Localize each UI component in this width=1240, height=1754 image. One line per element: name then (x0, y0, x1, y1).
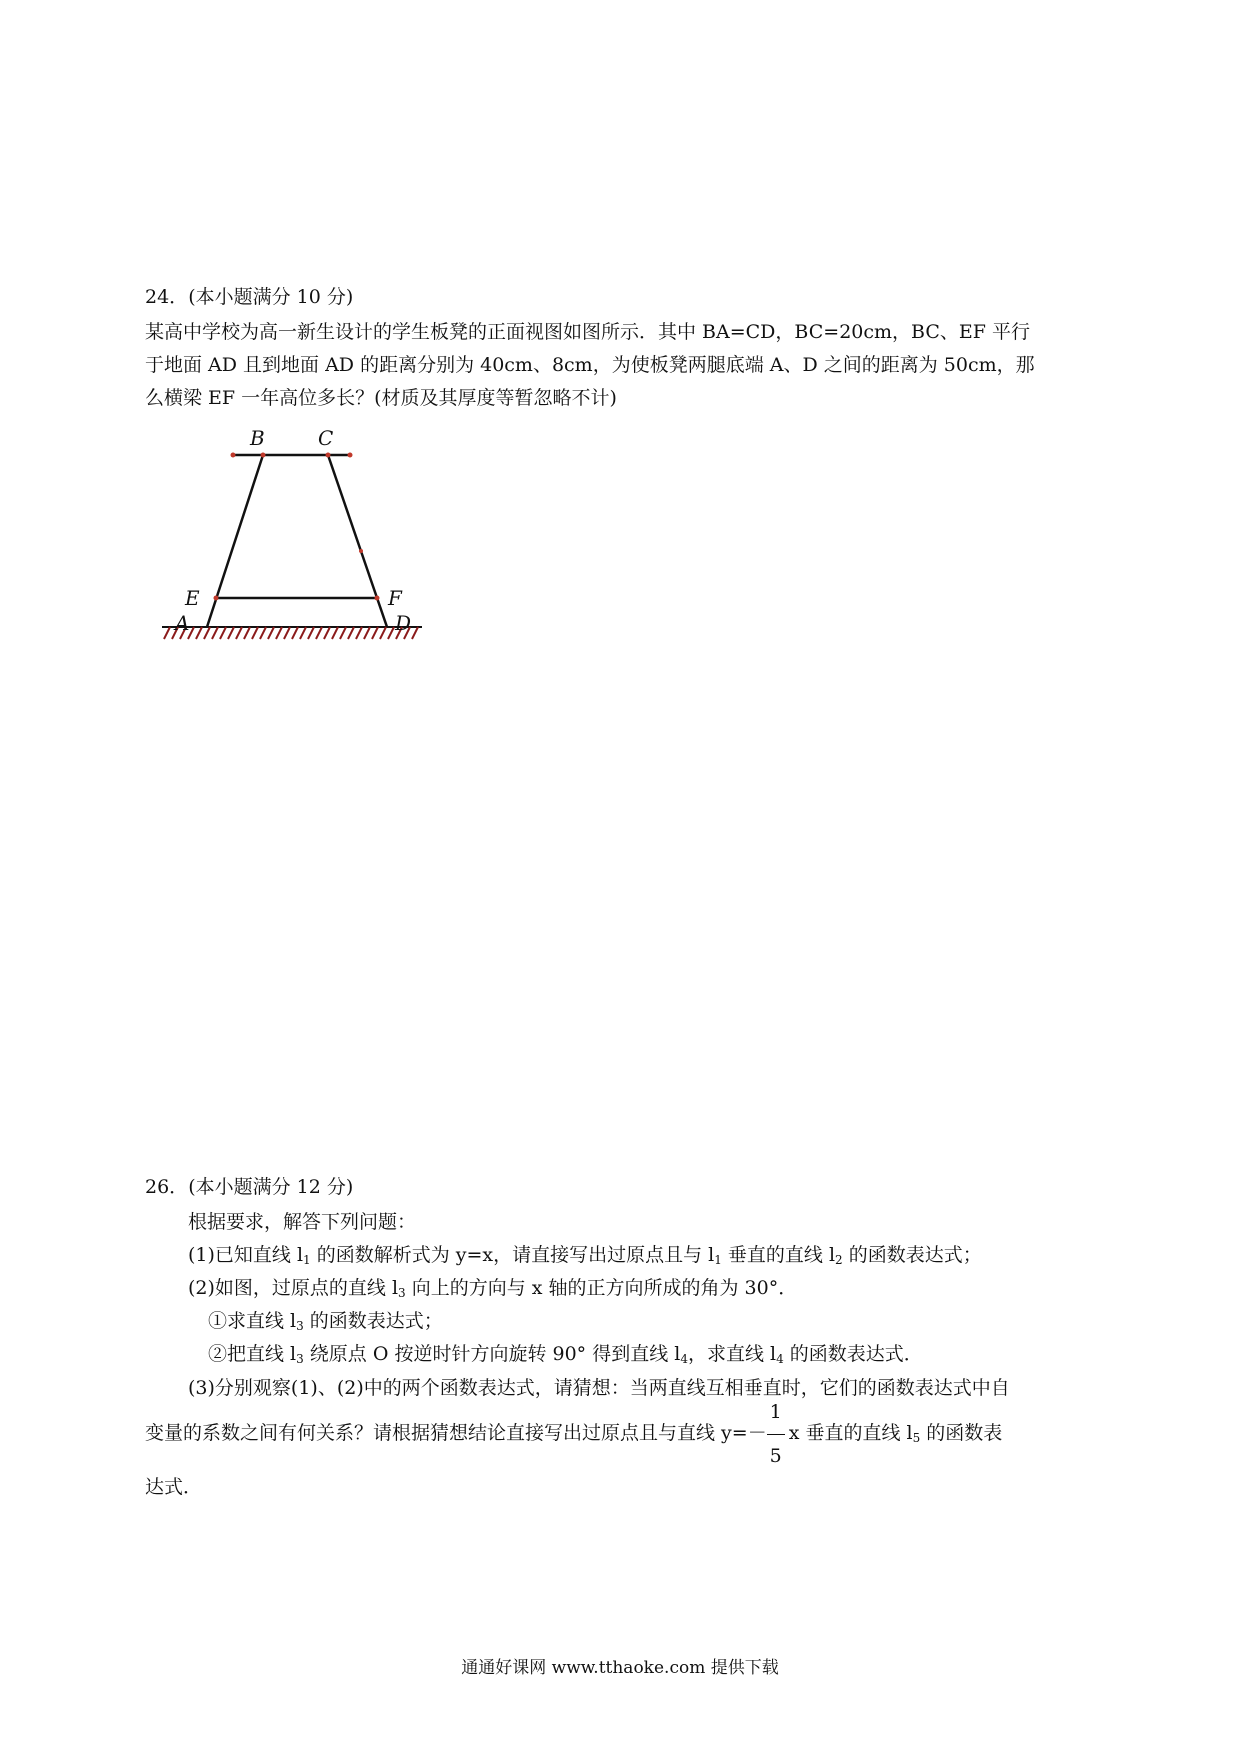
fraction-numerator: 1 (769, 1401, 782, 1423)
q26-part-3-line-1: (3)分别观察(1)、(2)中的两个函数表达式，请猜想：当两直线互相垂直时，它们的函数表达式中自 (188, 1377, 1010, 1399)
page-footer: 通通好课网 www.tthaoke.com 提供下载 (461, 1658, 779, 1678)
ground-hatch-mark (212, 627, 218, 639)
q26-p3-sub: 5 (912, 1431, 921, 1445)
label-f: F (388, 586, 402, 610)
q26-score: (本小题满分 12 分) (188, 1176, 354, 1198)
q26-p1-sub-2: 1 (714, 1253, 722, 1267)
q26-part-2 (188, 1276, 797, 1300)
label-c: C (318, 426, 334, 450)
q26-p2i-text-b: 的函数表达式； (303, 1310, 443, 1332)
ground-hatch-mark (308, 627, 314, 639)
point-e (214, 596, 219, 601)
ground-hatch-mark (388, 627, 394, 639)
q26-part-2-i (208, 1309, 443, 1333)
label-b: B (250, 426, 265, 450)
q26-p3-text-a: 变量的系数之间有何关系？请根据猜想结论直接写出过原点且与直线 y=－ (145, 1422, 767, 1444)
point-seat-left-end (231, 453, 236, 458)
q26-p2-text-a: (2)如图，过原点的直线 l (188, 1277, 399, 1299)
point-seat-right-end (348, 453, 353, 458)
q24-number: 24． (145, 286, 189, 308)
q26-part-3-line-3: 达式． (145, 1476, 203, 1498)
q26-heading (145, 1175, 353, 1199)
q26-p2-text-b: 向上的方向与 x 轴的正方向所成的角为 30°． (405, 1277, 798, 1299)
ground-hatch-mark (300, 627, 306, 639)
q26-p2ii-sub-2: 4 (680, 1352, 688, 1366)
q26-p1-text-d: 的函数表达式； (842, 1244, 982, 1266)
q26-p2ii-text-d: 的函数表达式． (783, 1343, 923, 1365)
q26-p2ii-sub-3: 4 (776, 1352, 784, 1366)
q26-part-2-ii (208, 1342, 923, 1366)
ground-hatch-mark (220, 627, 226, 639)
label-a: A (175, 611, 190, 635)
ground-hatch-mark (412, 627, 418, 639)
ground-hatch-mark (284, 627, 290, 639)
ground-hatch-mark (228, 627, 234, 639)
q26-p1-text-a: (1)已知直线 l (188, 1244, 304, 1266)
right-leg-line (328, 455, 387, 627)
fraction-one-fifth (767, 1401, 789, 1467)
q24-score: (本小题满分 10 分) (188, 286, 354, 308)
ground-hatch-mark (164, 627, 170, 639)
q26-number: 26． (145, 1176, 189, 1198)
ground-hatch-mark (316, 627, 322, 639)
point-c (326, 453, 331, 458)
fraction-bar (767, 1434, 785, 1435)
point-right-leg-mid (359, 549, 363, 553)
q24-text-line-1: 某高中学校为高一新生设计的学生板凳的正面视图如图所示．其中 BA=CD，BC=20cm，BC、EF 平行 (145, 321, 1030, 343)
ground-hatch-mark (276, 627, 282, 639)
q26-p3-text-c: 的函数表 (920, 1422, 1003, 1444)
ground-hatching (164, 627, 418, 639)
q26-part-1 (188, 1243, 982, 1267)
ground-hatch-mark (348, 627, 354, 639)
q26-p3-text-b: x 垂直的直线 l (788, 1422, 913, 1444)
left-leg-line (207, 455, 263, 627)
ground-hatch-mark (236, 627, 242, 639)
q24-text-line-3: 么横梁 EF 一年高位多长？(材质及其厚度等暂忽略不计) (145, 387, 617, 409)
q26-intro: 根据要求，解答下列问题： (188, 1211, 417, 1233)
ground-hatch-mark (268, 627, 274, 639)
q26-p2ii-text-a: ②把直线 l (208, 1343, 297, 1365)
q26-p2i-sub-1: 3 (296, 1319, 304, 1333)
ground-hatch-mark (356, 627, 362, 639)
ground-hatch-mark (260, 627, 266, 639)
ground-hatch-mark (196, 627, 202, 639)
point-f (375, 596, 380, 601)
ground-hatch-mark (380, 627, 386, 639)
ground-hatch-mark (372, 627, 378, 639)
point-b (261, 453, 266, 458)
ground-hatch-mark (364, 627, 370, 639)
q24-heading (145, 285, 353, 309)
q26-p2ii-text-b: 绕原点 O 按逆时针方向旋转 90° 得到直线 l (303, 1343, 681, 1365)
ground-hatch-mark (292, 627, 298, 639)
q26-p2ii-sub-1: 3 (296, 1352, 304, 1366)
ground-hatch-mark (252, 627, 258, 639)
ground-hatch-mark (340, 627, 346, 639)
q26-p1-text-c: 垂直的直线 l (721, 1244, 836, 1266)
ground-hatch-mark (204, 627, 210, 639)
q26-p1-sub-1: 1 (303, 1253, 311, 1267)
q26-p2i-text-a: ①求直线 l (208, 1310, 297, 1332)
ground-hatch-mark (244, 627, 250, 639)
ground-hatch-mark (324, 627, 330, 639)
q26-part-3-line-2 (145, 1401, 1003, 1467)
q26-p1-sub-3: 2 (835, 1253, 843, 1267)
ground-hatch-mark (332, 627, 338, 639)
bench-diagram (150, 405, 440, 650)
fraction-denominator: 5 (769, 1445, 782, 1467)
q26-p2-sub-1: 3 (398, 1286, 406, 1300)
label-e: E (185, 586, 200, 610)
q24-text-line-2: 于地面 AD 且到地面 AD 的距离分别为 40cm、8cm，为使板凳两腿底端 A、D 之间的距离为 50cm，那 (145, 354, 1035, 376)
label-d: D (395, 611, 412, 635)
q26-p2ii-text-c: ，求直线 l (687, 1343, 777, 1365)
q26-p1-text-b: 的函数解析式为 y=x，请直接写出过原点且与 l (310, 1244, 715, 1266)
